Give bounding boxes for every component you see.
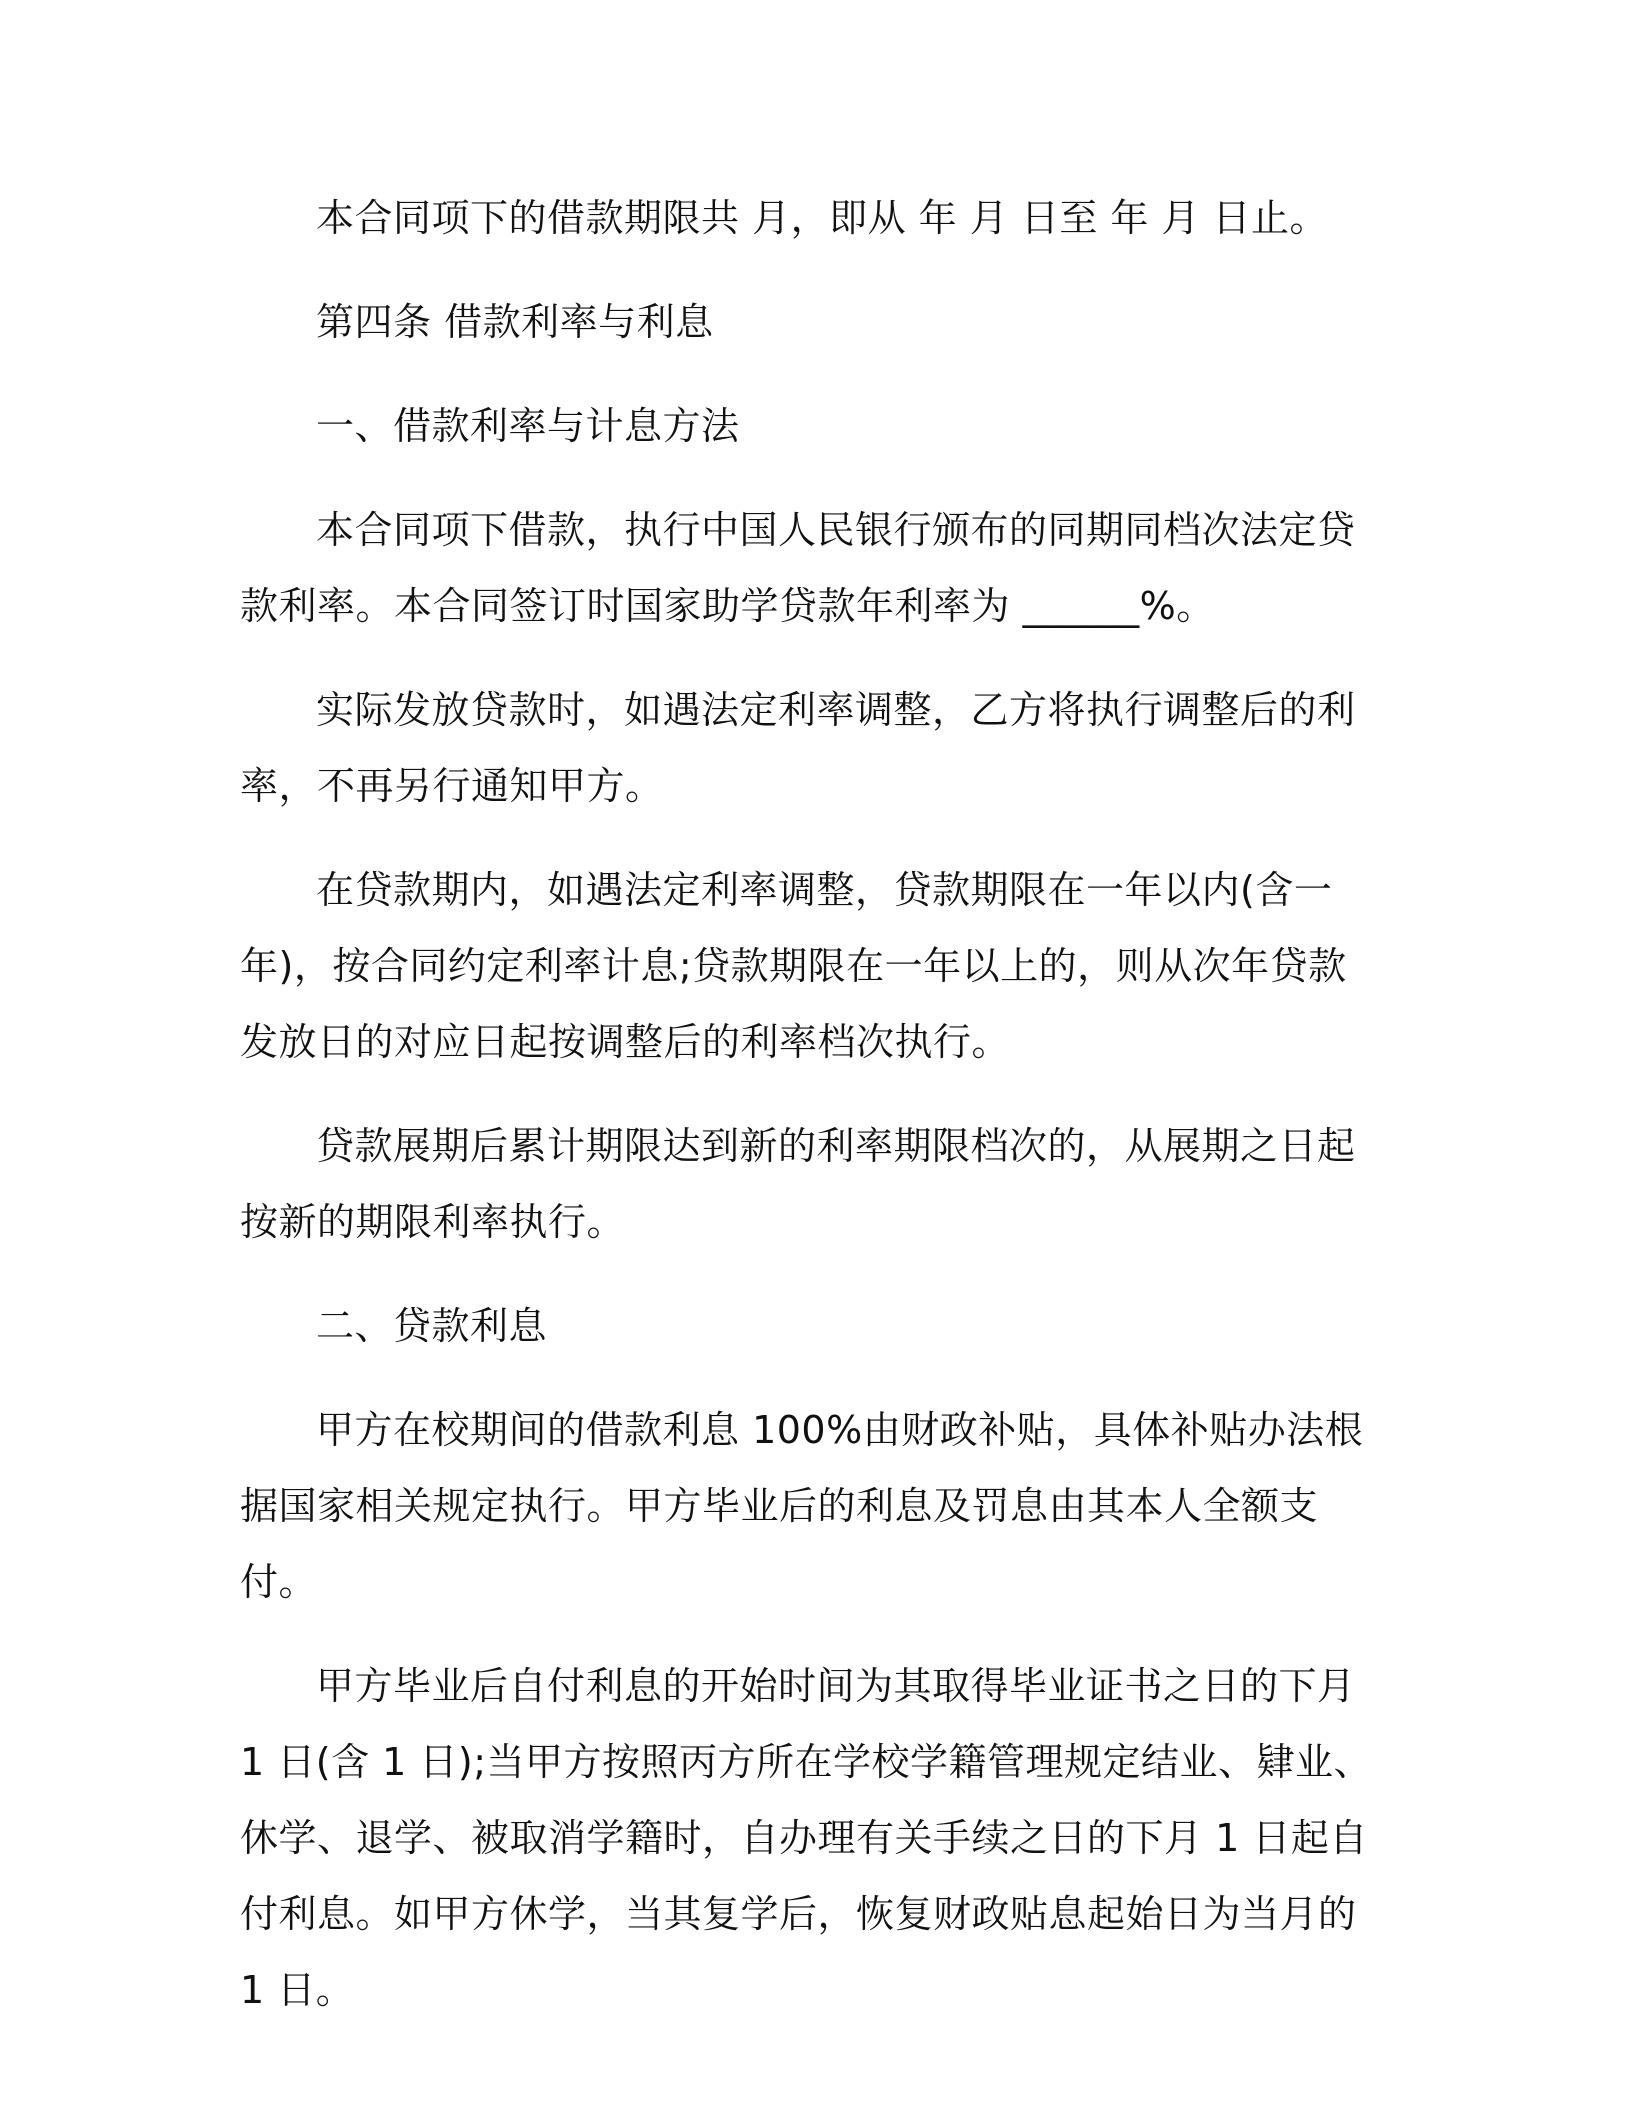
- paragraph-extension: 贷款展期后累计期限达到新的利率期限档次的，从展期之日起按新的期限利率执行。: [240, 1124, 1356, 1244]
- paragraph-self-paid-interest: 甲方毕业后自付利息的开始时间为其取得毕业证书之日的下月 1 日(含 1 日);当甲方按照丙方所在学校学籍管理规定结业、肄业、休学、退学、被取消学籍时，自办理有关手续之日的下月 1 日起自付利息。如甲方休学，当其复学后，恢复财政贴息起始日为当月的 1 日。: [240, 1664, 1373, 2012]
- document-body: [240, 180, 1380, 2056]
- article-four-heading: 第四条 借款利率与利息: [316, 300, 714, 344]
- section-two-heading: 二、贷款利息: [316, 1304, 548, 1348]
- paragraph-interest-subsidy: 甲方在校期间的借款利息 100%由财政补贴，具体补贴办法根据国家相关规定执行。甲方毕业后的利息及罚息由其本人全额支付。: [240, 1408, 1364, 1604]
- paragraph-rate-adjustment: 实际发放贷款时，如遇法定利率调整，乙方将执行调整后的利率，不再另行通知甲方。: [240, 688, 1356, 808]
- paragraph-loan-period-adjustment: 在贷款期内，如遇法定利率调整，贷款期限在一年以内(含一年)，按合同约定利率计息;贷款期限在一年以上的，则从次年贷款发放日的对应日起按调整后的利率档次执行。: [240, 868, 1347, 1064]
- section-one-heading: 一、借款利率与计息方法: [316, 404, 740, 448]
- paragraph-loan-term: 本合同项下的借款期限共 月，即从 年 月 日至 年 月 日止。: [316, 196, 1329, 240]
- paragraph-interest-rate: 本合同项下借款，执行中国人民银行颁布的同期同档次法定贷款利率。本合同签订时国家助学贷款年利率为 ______%。: [240, 508, 1356, 628]
